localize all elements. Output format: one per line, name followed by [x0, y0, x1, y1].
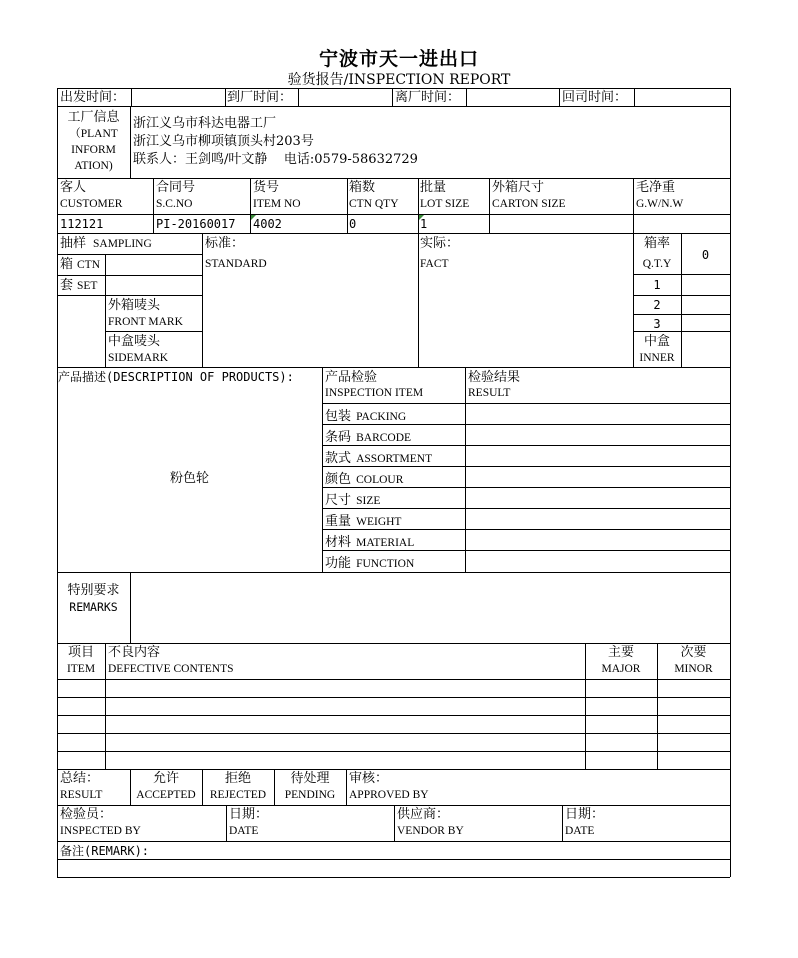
- grid-line: [633, 295, 730, 296]
- plant-info-label-en-2: INFORM: [71, 144, 116, 156]
- plant-contact: 联系人：王剑鸣/叶文静 电话:0579-58632729: [133, 152, 418, 167]
- grid-line: [633, 314, 730, 315]
- grid-line: [730, 88, 731, 877]
- grid-line: [57, 178, 730, 179]
- grid-line: [562, 805, 563, 841]
- grid-line: [57, 295, 202, 296]
- side-mark-label-en: SIDEMARK: [108, 352, 169, 364]
- lot-size-header-en: LOT SIZE: [420, 198, 470, 210]
- vendor-by-label: 供应商：: [397, 807, 450, 822]
- grid-line: [57, 751, 730, 752]
- set-label: 套: [60, 278, 74, 293]
- minor-header-en: MINOR: [674, 663, 713, 675]
- remarks-label-en: REMARKS: [69, 600, 118, 614]
- carton-size-header-en: CARTON SIZE: [492, 198, 566, 210]
- report-title: 验货报告/INSPECTION REPORT: [287, 72, 511, 88]
- date-label-1-en: DATE: [229, 825, 259, 837]
- grid-line: [394, 805, 395, 841]
- defect-content-header-en: DEFECTIVE CONTENTS: [108, 663, 234, 675]
- approved-by-label: 审核：: [349, 771, 389, 786]
- ctn-label-en: CTN: [77, 259, 100, 271]
- qty-label-en: Q.T.Y: [642, 258, 672, 270]
- remarks-label: 特别要求: [67, 583, 120, 598]
- accepted-option[interactable]: 允许: [152, 771, 179, 786]
- inspection-item-function: 功能 FUNCTION: [325, 556, 415, 571]
- grid-line: [489, 178, 490, 233]
- description-label: 产品描述(DESCRIPTION OF PRODUCTS):: [58, 370, 294, 384]
- grid-line: [322, 508, 730, 509]
- minor-header: 次要: [680, 645, 707, 660]
- plant-info-label-en-1: （PLANT: [69, 128, 118, 140]
- customer-header: 客人: [60, 180, 87, 195]
- pending-option[interactable]: 待处理: [290, 771, 330, 786]
- date-label-2: 日期：: [565, 807, 605, 822]
- date-label-1: 日期：: [229, 807, 269, 822]
- result-summary-label-en: RESULT: [60, 789, 103, 801]
- inspection-item-barcode: 条码 BARCODE: [325, 430, 412, 445]
- grid-line: [130, 572, 131, 643]
- plant-name: 浙江义乌市科达电器工厂: [133, 116, 277, 131]
- qty-row-2: 2: [653, 298, 661, 312]
- grid-line: [322, 424, 730, 425]
- sampling-label: 抽样: [60, 236, 87, 251]
- date-label-2-en: DATE: [565, 825, 595, 837]
- grid-line: [57, 88, 730, 89]
- grid-line: [346, 769, 347, 805]
- approved-by-label-en: APPROVED BY: [349, 789, 429, 801]
- grid-line: [657, 643, 658, 769]
- standard-label: 标准：: [205, 236, 245, 251]
- grid-line: [225, 88, 226, 106]
- qty-row-3: 3: [653, 317, 661, 331]
- grid-line: [153, 178, 154, 233]
- grid-line: [634, 88, 635, 106]
- rejected-option[interactable]: 拒绝: [224, 771, 251, 786]
- grid-line: [57, 254, 202, 255]
- grid-line: [57, 233, 730, 234]
- carton-size-header: 外箱尺寸: [492, 180, 545, 195]
- inspection-form: [57, 88, 730, 877]
- lot-size-header: 批量: [420, 180, 447, 195]
- qty-value[interactable]: 0: [701, 248, 710, 262]
- sampling-label-en: SAMPLING: [93, 238, 152, 250]
- plant-info-label: 工厂信息: [67, 110, 120, 125]
- grid-line: [57, 572, 730, 573]
- qty-label: 箱率: [643, 236, 670, 251]
- result-summary-label: 总结：: [60, 771, 100, 786]
- plant-info-label-en-3: ATION): [74, 160, 113, 172]
- inspected-by-label-en: INSPECTED BY: [60, 825, 141, 837]
- grid-line: [105, 254, 106, 367]
- remark-note-label: 备注(REMARK):: [60, 844, 150, 858]
- pending-option-en[interactable]: PENDING: [284, 789, 336, 801]
- sc-no-header: 合同号: [156, 180, 196, 195]
- inner-label-en: INNER: [639, 352, 675, 364]
- inspection-item-weight: 重量 WEIGHT: [325, 514, 402, 529]
- departure-time-label: 出发时间：: [60, 90, 126, 105]
- grid-line: [57, 859, 730, 860]
- set-label-en: SET: [77, 280, 98, 292]
- inner-label: 中盒: [643, 334, 670, 349]
- grid-line: [322, 529, 730, 530]
- inspection-item-colour: 颜色 COLOUR: [325, 472, 404, 487]
- grid-line: [57, 733, 730, 734]
- arrival-time-label: 到厂时间：: [227, 90, 293, 105]
- major-header: 主要: [607, 645, 634, 660]
- lot-size-value[interactable]: 1: [420, 217, 428, 231]
- item-no-header: 货号: [253, 180, 280, 195]
- inspection-item-size: 尺寸 SIZE: [325, 493, 381, 508]
- grid-line: [322, 403, 730, 404]
- grid-line: [633, 331, 730, 332]
- gw-nw-header: 毛净重: [636, 180, 676, 195]
- inspection-item-material: 材料 MATERIAL: [325, 535, 415, 550]
- gw-nw-header-en: G.W/N.W: [636, 198, 684, 210]
- grid-line: [57, 715, 730, 716]
- grid-line: [130, 106, 131, 178]
- grid-line: [57, 106, 730, 107]
- inspection-item-header: 产品检验: [325, 370, 378, 385]
- grid-line: [226, 805, 227, 841]
- result-header: 检验结果: [468, 370, 521, 385]
- ctn-qty-header: 箱数: [349, 180, 376, 195]
- grid-line: [392, 88, 393, 106]
- front-mark-label-en: FRONT MARK: [108, 316, 183, 328]
- fact-label: 实际：: [420, 236, 460, 251]
- grid-line: [57, 697, 730, 698]
- defect-item-header: 项目: [67, 645, 94, 660]
- defect-content-header: 不良内容: [108, 645, 161, 660]
- leave-time-label: 离厂时间：: [395, 90, 461, 105]
- grid-line: [585, 643, 586, 769]
- grid-line: [202, 233, 203, 367]
- company-title: 宁波市天一进出口: [318, 48, 479, 70]
- grid-line: [57, 214, 730, 215]
- grid-line: [322, 487, 730, 488]
- fact-label-en: FACT: [420, 258, 449, 270]
- sc-no-value[interactable]: PI-20160017: [156, 217, 236, 231]
- vendor-by-label-en: VENDOR BY: [397, 825, 464, 837]
- grid-line: [57, 275, 202, 276]
- side-mark-label: 中盒唛头: [108, 334, 161, 349]
- grid-line: [250, 178, 251, 233]
- inspection-item-packing: 包装 PACKING: [325, 409, 407, 424]
- grid-line: [57, 643, 730, 644]
- grid-line: [57, 877, 730, 878]
- customer-value[interactable]: 112121: [60, 217, 104, 231]
- grid-line: [105, 643, 106, 769]
- rejected-option-en[interactable]: REJECTED: [209, 789, 267, 801]
- standard-label-en: STANDARD: [205, 258, 267, 270]
- return-time-label: 回司时间：: [562, 90, 628, 105]
- ctn-label: 箱: [60, 257, 74, 272]
- grid-line: [347, 178, 348, 233]
- inspection-item-header-en: INSPECTION ITEM: [325, 387, 424, 399]
- inspection-item-assortment: 款式 ASSORTMENT: [325, 451, 433, 466]
- grid-line: [322, 550, 730, 551]
- inspected-by-label: 检验员：: [60, 807, 113, 822]
- grid-line: [418, 233, 419, 367]
- grid-line: [131, 88, 132, 106]
- grid-line: [57, 679, 730, 680]
- grid-line: [633, 178, 634, 233]
- item-no-value[interactable]: 4002: [253, 217, 282, 231]
- item-no-header-en: ITEM NO: [253, 198, 301, 210]
- defect-item-header-en: ITEM: [66, 663, 96, 675]
- grid-line: [633, 274, 730, 275]
- grid-line: [322, 445, 730, 446]
- plant-address: 浙江义乌市柳项镇顶头村203号: [133, 134, 314, 149]
- major-header-en: MAJOR: [601, 663, 641, 675]
- accepted-option-en[interactable]: ACCEPTED: [136, 789, 196, 801]
- grid-line: [465, 367, 466, 572]
- grid-line: [418, 178, 419, 233]
- grid-line: [57, 841, 730, 842]
- customer-header-en: CUSTOMER: [60, 198, 123, 210]
- grid-line: [322, 466, 730, 467]
- product-description[interactable]: 粉色轮: [169, 471, 209, 486]
- grid-line: [57, 367, 730, 368]
- sc-no-header-en: S.C.NO: [156, 198, 193, 210]
- grid-line: [298, 88, 299, 106]
- qty-row-1: 1: [653, 278, 661, 292]
- ctn-qty-header-en: CTN QTY: [349, 198, 399, 210]
- ctn-qty-value[interactable]: 0: [349, 217, 357, 231]
- grid-line: [466, 88, 467, 106]
- result-header-en: RESULT: [468, 387, 511, 399]
- grid-line: [322, 367, 323, 572]
- grid-line: [57, 769, 730, 770]
- front-mark-label: 外箱唛头: [108, 298, 161, 313]
- grid-line: [559, 88, 560, 106]
- grid-line: [105, 331, 202, 332]
